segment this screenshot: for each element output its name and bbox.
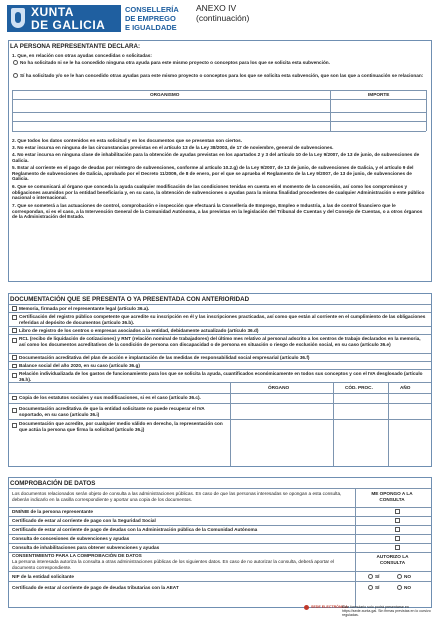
logo-text: XUNTA DE GALICIA	[31, 5, 106, 32]
page-header	[0, 0, 440, 40]
question-1: 1. Que, en relación con otras ayudas concedidas o solicitadas:	[12, 53, 152, 58]
doc-item: Documentación acreditativa del plan de acción e implantación de las medidas de responsabilidad social empresarial (artículo 36.f)	[19, 354, 310, 360]
data-check-title: COMPROBACIÓN DE DATOS	[10, 480, 96, 487]
sede-icon	[304, 605, 309, 610]
oppose-checkbox[interactable]	[395, 518, 400, 523]
option-no-aid: No ha solicitado ni se le ha concedido ninguna otra ayuda para este mismo proyecto o conceptos para los que se solicita esta subvención.	[20, 60, 330, 65]
check-row: DNI/NIE de la persona representante	[12, 509, 94, 514]
annex-title: ANEXO IV (continuación)	[196, 3, 250, 23]
oppose-checkbox[interactable]	[395, 536, 400, 541]
no-label: NO	[404, 585, 412, 590]
oppose-checkbox[interactable]	[395, 527, 400, 532]
col-authorize: AUTORIZO LA CONSULTA	[376, 554, 409, 565]
galicia-shield-icon	[11, 8, 25, 28]
declaration-item: 5. Estar al corriente en el pago de deudas por reintegro de subvenciones, conforme al artículo 10.2.g) de la Ley 9/2007, de 13 de junio, de subvenciones de Galicia, y el artículo 9 del Reglamento de subvenciones de Galicia, aprobado por el Decreto 11/2009, de 8 de enero, por el que se aprueba el Reglamento de la Ley 9/2007, de 13 de junio, de subvenciones de Galicia.	[12, 165, 414, 182]
doc-checkbox[interactable]	[12, 328, 17, 333]
department-name: CONSELLERÍA DE EMPREGO E IGUALDADE	[125, 5, 179, 32]
no-label: NO	[404, 574, 412, 579]
check-row: Consulta de inhabilitaciones para obtener subvenciones y ayudas	[12, 545, 160, 550]
check-row: Consulta de concesiones de subvenciones y ayudas	[12, 536, 130, 541]
doc-item: Documentación que acredite, por cualquier medio válido en derecho, la representación con que actúa la persona que firma la solicitud (artículo 36.j)	[19, 421, 223, 432]
yes-label: SÍ	[375, 585, 380, 590]
sede-label: SEDE ELECTRÓNICA	[311, 605, 348, 609]
doc-item: Memoria, firmada por el representante legal (artículo 36.a).	[19, 305, 150, 311]
option-yes-aid: Sí ha solicitado y/o se le han concedido otras ayudas para este mismo proyecto o conceptos para los que se solicita esta subvención, que son las que a continuación se relacionan:	[20, 73, 424, 78]
oppose-checkbox[interactable]	[395, 545, 400, 550]
declaration-item: 7. Que se someterá a las actuaciones de control, comprobación e inspección que efectuará la Consellería de Emprego, Empleo e Industria, a las de control financiero que le correspondan, si es el caso, a la Intervención General de la Comunidad Autónoma, a las previstas en la legislación del Tribunal de Cuentas y del Consejo de Cuentas, o a otros órganos de la Administración del Estado.	[12, 203, 423, 220]
doc-item: Libro de registro de los centros o empresas asociados a la entidad, debidamente actualizado (artículo 36.d)	[19, 327, 259, 333]
doc-item: Certificación del registro público competente que acredite su inscripción en él y las inscripciones practicadas, así como que están al corriente en el cumplimiento de las obligaciones referidas al depósito de documentos (artículo 36.b).	[19, 314, 426, 325]
doc-checkbox[interactable]	[12, 338, 17, 343]
oppose-checkbox[interactable]	[395, 509, 400, 514]
doc-checkbox[interactable]	[12, 373, 17, 378]
declaration-item: 4. No estar incursa en ninguna clase de inhabilitación para la obtención de ayudas previstas en los apartados 2 y 3 del artículo 10 de la Ley 9/2007, de 13 de junio, de subvenciones de Galicia.	[12, 152, 420, 163]
col-ano: AÑO	[400, 385, 411, 390]
authorize-no-radio[interactable]	[397, 574, 402, 579]
col-organismo: ORGANISMO	[150, 92, 180, 97]
yes-label: SÍ	[375, 574, 380, 579]
doc-checkbox[interactable]	[12, 355, 17, 360]
doc-checkbox[interactable]	[12, 396, 17, 401]
declaration-item: 2. Que todos los datos contenidos en esta solicitud y en los documentos que se presentan son ciertos.	[12, 138, 242, 143]
consent-row: Certificado de estar al corriente de pago de deudas tributarias con la AEAT	[12, 585, 179, 590]
check-row: Certificado de estar al corriente de pago de deudas con la Administración pública de la Comunidad Autónoma	[12, 527, 258, 532]
check-row: Certificado de estar al corriente de pago con la Seguridad Social	[12, 518, 156, 523]
radio-yes-aid[interactable]	[13, 73, 18, 78]
col-oppose: ME OPONGO A LA CONSULTA	[371, 491, 413, 502]
doc-checkbox[interactable]	[12, 315, 17, 320]
declaration-item: 3. No estar incursa en ninguna de las circunstancias previstas en el artículo 13 de la Ley 38/2003, de 17 de noviembre, general de subvenciones.	[12, 145, 334, 150]
documentation-title: DOCUMENTACIÓN QUE SE PRESENTA O YA PRESENTADA CON ANTERIORIDAD	[10, 296, 250, 303]
doc-checkbox[interactable]	[12, 423, 17, 428]
declaration-item: 6. Que se comunicará al órgano que conceda la ayuda cualquier modificación de las condiciones tenidas en cuenta en el momento de la concesión, así como los compromisos y obligaciones asumidos por la entidad beneficiaria y, en su caso, la obtención de subvenciones o ayudas para la misma finalidad procedentes de cualquier Administración o ente público nacional o internacional.	[12, 184, 425, 201]
footer-note: Este formulario solo podrá presentarse en https://sede.xunta.gal. Sin firmas previstas en lo cursivo reguladas.	[342, 605, 431, 618]
radio-no-aid[interactable]	[13, 60, 18, 65]
consent-title: CONSENTIMIENTO PARA LA COMPROBACIÓN DE DATOS	[12, 553, 142, 558]
col-cod-proc: CÓD. PROC.	[345, 385, 373, 390]
authorize-yes-radio[interactable]	[368, 574, 373, 579]
doc-item: Copia de los estatutos sociales y sus modificaciones, si es el caso (artículo 36.c).	[19, 395, 201, 400]
doc-checkbox[interactable]	[12, 306, 17, 311]
authorize-no-radio[interactable]	[397, 585, 402, 590]
doc-checkbox[interactable]	[12, 408, 17, 413]
doc-item: RCL (recibo de liquidación de cotizaciones) y RNT (relación nominal de trabajadores) del último mes relativo al personal adscrito a los centros de trabajo declarados en la memoria, así como los documentos acreditativos de la condición de persona con discapacidad o de persona en situación o riesgo de exclusión social, en su caso (artículo 36.e)	[19, 336, 421, 347]
col-organo: ÓRGANO	[268, 385, 290, 390]
xunta-logo	[7, 5, 121, 32]
doc-item: Documentación acreditativa de que la entidad solicitante no puede recuperar el IVA soportado, en su caso (artículo 36.i)	[19, 406, 205, 417]
consent-row: NIF de la entidad solicitante	[12, 574, 74, 579]
doc-item: Balance social del año 2020, en su caso (artículo 36.g)	[19, 363, 140, 368]
col-importe: IMPORTE	[368, 92, 390, 97]
data-check-intro: Los documentos relacionados serán objeto de consulta a las administraciones públicas. En caso de que las personas interesadas se opongan a esta consulta, deberán indicarlo en la casilla correspondiente y aportar una copia de los documentos.	[12, 491, 342, 502]
consent-text: La persona interesada autoriza la consulta a otras administraciones públicas de los siguientes datos. En caso de no autorizar la consulta, deberá aportar el documento correspondiente.	[12, 559, 335, 570]
authorize-yes-radio[interactable]	[368, 585, 373, 590]
doc-item: Relación individualizada de los gastos de funcionamiento para los que se solicita la ayuda, cuantificados económicamente en todos sus conceptos y con el IVA desglosado (artículo 36.h).	[19, 371, 423, 382]
doc-checkbox[interactable]	[12, 364, 17, 369]
declaration-title: LA PERSONA REPRESENTANTE DECLARA:	[10, 43, 141, 50]
